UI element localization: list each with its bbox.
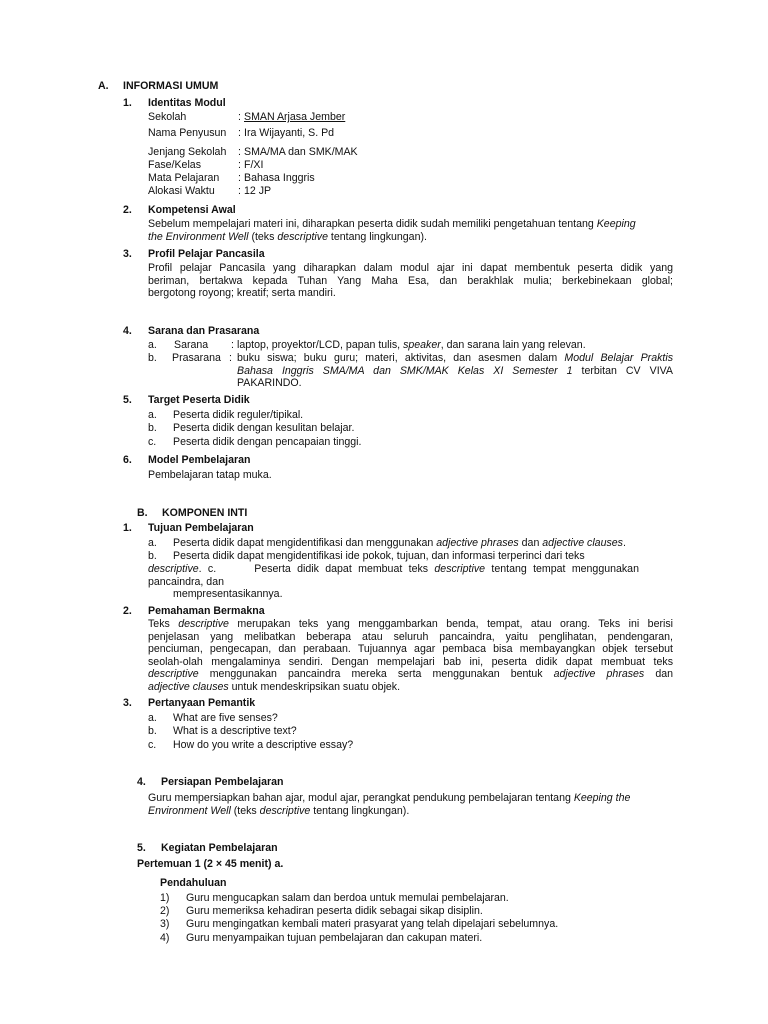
identity-value-author: Ira Wijayanti, S. Pd [244,127,335,139]
sarana-letter: a. [148,339,157,351]
pemahaman-paragraph [148,618,673,694]
prasarana-text [237,352,673,390]
pertanyaan-item: What are five senses? [173,712,278,724]
prasarana-letter: b. [148,352,157,364]
model-heading: Model Pembelajaran [148,454,251,466]
profil-line: bergotong royong; kreatif; serta mandiri. [148,287,336,300]
target-item: Peserta didik dengan pencapaian tinggi. [173,436,362,448]
text-run: Peserta didik dapat mengidentifikasi dan menggunakan [173,537,437,549]
tujuan-item-c-end: mempresentasikannya. [173,588,283,600]
text-run: dan [644,668,673,681]
kompetensi-paragraph [148,218,672,243]
target-letter: c. [148,436,157,448]
persiapan-number: 4. [137,776,146,788]
text-run: menggunakan pancaindra mereka serta menggunakan bentuk [198,668,554,681]
identity-value-phase: F/XI [244,159,264,171]
tujuan-number: 1. [123,522,132,534]
text-run: merupakan teks yang menggambarkan benda, tempat, atau orang. Teks ini berisi [228,618,673,630]
kegiatan-step: Guru menyampaikan tujuan pembelajaran dan cakupan materi. [186,932,483,944]
kompetensi-number: 2. [123,204,132,216]
profil-heading: Profil Pelajar Pancasila [148,248,265,260]
sarana-colon: : [231,339,234,351]
text-run: terbitan CV VIVA [572,364,673,377]
text-run: Guru mempersiapkan bahan ajar, modul ajar, perangkat pendukung pembelajaran tentang [148,792,574,804]
text-run: dan [518,537,543,549]
profil-line: beriman, bertakwa kepada Tuhan Yang Maha Esa, dan berakhlak mulia; berkebinekaan global; [148,274,673,287]
kegiatan-step-number: 4) [160,932,170,944]
pertanyaan-heading: Pertanyaan Pemantik [148,697,256,709]
sarana-number: 4. [123,325,132,337]
text-run-italic: Keeping the [573,792,631,804]
text-run: tentang lingkungan). [310,804,410,817]
kegiatan-step: Guru mengingatkan kembali materi prasyarat yang telah dipelajari sebelumnya. [186,918,559,930]
identity-label-phase: Fase/Kelas [148,159,201,171]
text-run-italic: Environment Well [148,804,231,817]
identity-colon: : [238,111,241,123]
kegiatan-step-number: 2) [160,905,170,917]
kompetensi-heading: Kompetensi Awal [148,204,236,216]
text-run-italic: descriptive [148,563,199,575]
tujuan-heading: Tujuan Pembelajaran [148,522,254,534]
pemahaman-heading: Pemahaman Bermakna [148,605,265,617]
text-run: PAKARINDO. [237,377,302,390]
persiapan-paragraph [148,792,673,817]
pemahaman-number: 2. [123,605,132,617]
text-run: seolah-olah mengalaminya sendiri. Dengan mempelajari bab ini, peserta didik dapat membuat teks [148,655,673,668]
pertanyaan-letter: b. [148,725,157,737]
text-run-italic: descriptive [259,804,311,817]
text-run: Sebelum mempelajari materi ini, diharapkan peserta didik sudah memiliki pengetahuan tentang [148,218,597,230]
text-run-italic: descriptive [277,230,328,243]
profil-line: Profil pelajar Pancasila yang diharapkan dalam modul ajar ini dapat membentuk peserta didik yang [148,262,673,274]
pertanyaan-item: What is a descriptive text? [173,725,297,737]
text-run: (teks [248,230,278,243]
kegiatan-step: Guru memeriksa kehadiran peserta didik sebagai sikap disiplin. [186,905,483,917]
prasarana-colon: : [229,352,232,364]
identity-heading: Identitas Modul [148,97,226,109]
text-run: . [622,537,626,549]
tujuan-item [173,537,626,550]
text-run: Teks [148,618,179,630]
text-run: tentang tempat menggunakan [485,563,639,575]
text-run-italic: Modul Belajar Praktis [564,352,673,364]
kegiatan-step-number: 1) [160,892,170,904]
tujuan-letter: b. [148,550,157,562]
identity-label-time: Alokasi Waktu [148,185,215,197]
identity-value-subject: Bahasa Inggris [244,172,315,184]
text-run: Peserta didik dapat membuat teks [254,563,435,575]
tujuan-item-c [148,563,639,588]
sarana-heading: Sarana dan Prasarana [148,325,260,337]
identity-label-school: Sekolah [148,111,187,123]
text-run: penjelasan yang melibatkan beberapa atau seluruh pancaindra, yaitu penglihatan, pendengaran, [148,630,673,643]
identity-label-level: Jenjang Sekolah [148,146,227,158]
identity-number: 1. [123,97,132,109]
section-b-title: KOMPONEN INTI [162,507,248,519]
tujuan-item: Peserta didik dapat mengidentifikasi ide pokok, tujuan, dan informasi terperinci dari teks [173,550,585,562]
identity-label-author: Nama Penyusun [148,127,227,139]
text-run: tentang lingkungan). [327,230,427,243]
identity-value-level: SMA/MA dan SMK/MAK [244,146,358,158]
target-item: Peserta didik dengan kesulitan belajar. [173,422,355,434]
target-number: 5. [123,394,132,406]
target-item: Peserta didik reguler/tipikal. [173,409,304,421]
sarana-label: Sarana [174,339,209,351]
text-run-italic: descriptive [434,563,486,575]
text-run: (teks [230,804,260,817]
pertanyaan-number: 3. [123,697,132,709]
text-run-italic: the Environment Well [148,230,249,243]
text-run: . c. [198,563,217,575]
text-run-italic: descriptive [148,668,199,681]
section-b-letter: B. [137,507,148,519]
text-run-italic: Bahasa Inggris SMA/MA dan SMK/MAK Kelas XI Semester 1 [237,364,573,377]
profil-paragraph [148,262,673,300]
pertanyaan-letter: c. [148,739,157,751]
identity-colon: : [238,159,241,171]
profil-number: 3. [123,248,132,260]
pertanyaan-item: How do you write a descriptive essay? [173,739,354,751]
target-heading: Target Peserta Didik [148,394,250,406]
identity-label-subject: Mata Pelajaran [148,172,220,184]
text-run: laptop, proyektor/LCD, papan tulis, [237,339,404,351]
kegiatan-number: 5. [137,842,146,854]
target-letter: a. [148,409,157,421]
text-run-italic: speaker [403,339,441,351]
tujuan-letter: a. [148,537,157,549]
identity-colon: : [238,127,241,139]
pertanyaan-letter: a. [148,712,157,724]
text-run-italic: adjective clauses [148,680,229,693]
pendahuluan-heading: Pendahuluan [160,877,227,889]
kegiatan-step: Guru mengucapkan salam dan berdoa untuk memulai pembelajaran. [186,892,509,904]
text-run: , dan sarana lain yang relevan. [440,339,586,351]
target-letter: b. [148,422,157,434]
text-run-italic: Keeping [596,218,636,230]
section-a-letter: A. [98,80,109,92]
kegiatan-step-number: 3) [160,918,170,930]
section-a-title: INFORMASI UMUM [123,80,219,92]
prasarana-label: Prasarana [172,352,221,364]
text-run-italic: adjective phrases [436,537,519,549]
pertemuan-heading: Pertemuan 1 (2 × 45 menit) a. [137,858,284,870]
identity-colon: : [238,172,241,184]
persiapan-heading: Persiapan Pembelajaran [161,776,284,788]
text-run: untuk mendeskripsikan suatu objek. [228,680,401,693]
text-run-italic: descriptive [178,618,229,630]
kegiatan-heading: Kegiatan Pembelajaran [161,842,278,854]
text-run: buku siswa; buku guru; materi, aktivitas, dan asesmen dalam [237,352,565,364]
text-run-italic: adjective phrases [553,668,645,681]
identity-value-time: 12 JP [244,185,272,197]
model-text: Pembelajaran tatap muka. [148,469,272,481]
sarana-text [237,339,586,352]
text-run: penciuman, pengecapan, dan perabaan. Tujuannya agar pembaca bisa membayangkan objek tersebut [148,643,673,656]
identity-colon: : [238,146,241,158]
text-run-italic: adjective clauses [542,537,623,549]
model-number: 6. [123,454,132,466]
identity-colon: : [238,185,241,197]
identity-value-school: SMAN Arjasa Jember [244,111,346,123]
text-run: pancaindra, dan [148,575,224,588]
